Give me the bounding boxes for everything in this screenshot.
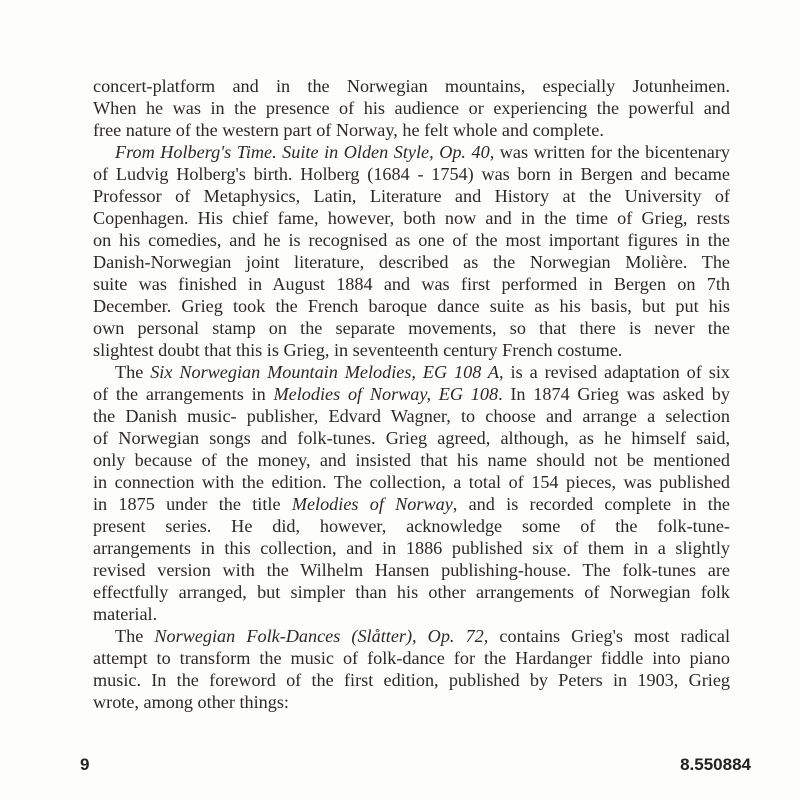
text-run: arrangements in this collection, and in 1886 published six of them in a slightly (93, 538, 730, 558)
text-line (93, 603, 730, 625)
text-run: free nature of the western part of Norway, he felt whole and complete. (93, 120, 604, 140)
italic-title: Melodies of Norway, EG 108 (273, 384, 499, 404)
paragraph (93, 361, 730, 625)
text-line (93, 669, 730, 691)
text-line (93, 185, 730, 207)
text-run: Copenhagen. His chief fame, however, both now and in the time of Grieg, rests (93, 208, 730, 228)
text-line (93, 317, 730, 339)
text-line (93, 97, 730, 119)
text-run: of Ludvig Holberg's birth. Holberg (1684 - 1754) was born in Bergen and became (93, 164, 730, 184)
text-run: music. In the foreword of the first edition, published by Peters in 1903, Grieg (93, 670, 730, 690)
page-body-text (93, 75, 730, 713)
text-line (93, 119, 730, 141)
paragraph (93, 625, 730, 713)
text-line (93, 427, 730, 449)
text-line (93, 207, 730, 229)
text-line (93, 493, 730, 515)
text-run: own personal stamp on the separate movements, so that there is never the (93, 318, 730, 338)
text-run: concert-platform and in the Norwegian mountains, especially Jotunheimen. (93, 76, 730, 96)
text-line (93, 295, 730, 317)
paragraph (93, 75, 730, 141)
text-run: attempt to transform the music of folk-dance for the Hardanger fiddle into piano (93, 648, 730, 668)
text-line (93, 647, 730, 669)
catalogue-number: 8.550884 (680, 755, 751, 774)
italic-title: Melodies of Norway (291, 494, 453, 514)
text-line (93, 625, 730, 647)
text-run: effectfully arranged, but simpler than his other arrangements of Norwegian folk (93, 582, 730, 602)
text-run: The (115, 626, 155, 646)
italic-title: Six Norwegian Mountain Melodies, EG 108 A, (150, 362, 504, 382)
text-run: on his comedies, and he is recognised as one of the most important figures in the (93, 230, 730, 250)
text-line (93, 141, 730, 163)
text-run: is a revised adaptation of six (503, 362, 730, 382)
paragraph (93, 141, 730, 361)
text-line (93, 75, 730, 97)
text-line (93, 581, 730, 603)
text-run: Danish-Norwegian joint literature, described as the Norwegian Molière. The (93, 252, 730, 272)
text-run: , and is recorded complete in the (452, 494, 730, 514)
page-number: 9 (80, 755, 90, 774)
text-run: revised version with the Wilhelm Hansen publishing-house. The folk-tunes are (93, 560, 730, 580)
text-line (93, 383, 730, 405)
text-line (93, 405, 730, 427)
text-line (93, 471, 730, 493)
text-run: of Norwegian songs and folk-tunes. Grieg agreed, although, as he himself said, (93, 428, 730, 448)
text-line (93, 691, 730, 713)
text-run: . In 1874 Grieg was asked by (498, 384, 730, 404)
text-line (93, 559, 730, 581)
text-run: contains Grieg's most radical (488, 626, 730, 646)
text-line (93, 361, 730, 383)
text-run: When he was in the presence of his audience or experiencing the powerful and (93, 98, 730, 118)
text-line (93, 229, 730, 251)
text-line (93, 163, 730, 185)
text-run: only because of the money, and insisted that his name should not be mentioned (93, 450, 730, 470)
text-line (93, 251, 730, 273)
text-run: slightest doubt that this is Grieg, in seventeenth century French costume. (93, 340, 623, 360)
text-run: present series. He did, however, acknowledge some of the folk-tune- (93, 516, 730, 536)
text-run: December. Grieg took the French baroque dance suite as his basis, but put his (93, 296, 730, 316)
text-run: was written for the bicentenary (494, 142, 730, 162)
text-run: in 1875 under the title (93, 494, 292, 514)
text-line (93, 537, 730, 559)
italic-title: From Holberg's Time. Suite in Olden Style, Op. 40, (115, 142, 495, 162)
text-run: Professor of Metaphysics, Latin, Literature and History at the University of (93, 186, 730, 206)
text-run: material. (93, 604, 158, 624)
text-line (93, 449, 730, 471)
text-run: the Danish music- publisher, Edvard Wagner, to choose and arrange a selection (93, 406, 730, 426)
text-run: suite was finished in August 1884 and was first performed in Bergen on 7th (93, 274, 730, 294)
text-line (93, 273, 730, 295)
text-run: wrote, among other things: (93, 692, 289, 712)
text-line (93, 339, 730, 361)
text-run: The (115, 362, 151, 382)
text-run: in connection with the edition. The collection, a total of 154 pieces, was published (93, 472, 730, 492)
italic-title: Norwegian Folk-Dances (Slåtter), Op. 72, (154, 626, 489, 646)
text-run: of the arrangements in (93, 384, 274, 404)
text-line (93, 515, 730, 537)
